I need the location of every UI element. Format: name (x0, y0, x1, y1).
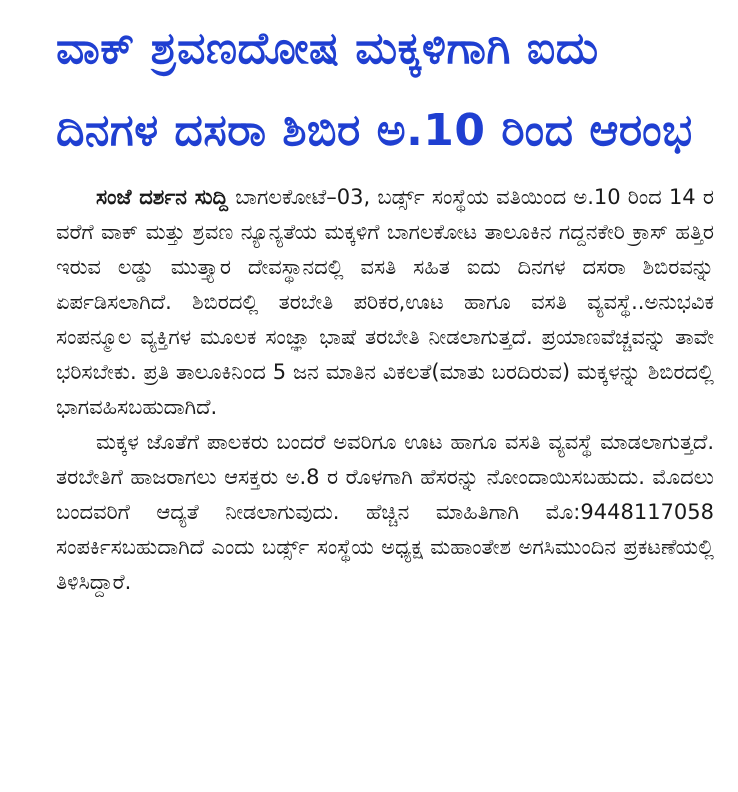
headline (56, 0, 714, 172)
headline-line-1: ವಾಕ್ ಶ್ರವಣದೋಷ ಮಕ್ಕಳಿಗಾಗಿ ಐದು (56, 23, 599, 74)
paragraph-1 (56, 180, 714, 425)
paragraph-2-text: ಮಕ್ಕಳ ಜೊತೆಗೆ ಪಾಲಕರು ಬಂದರೆ ಅವರಿಗೂ ಊಟ ಹಾಗೂ ವಸತಿ ವ್ಯವಸ್ಥೆ ಮಾಡಲಾಗುತ್ತದೆ. ತರಬೇತಿಗೆ ಹಾಜರಾಗಲು ಆಸಕ್ತರು ಅ.8 ರ ರೊಳಗಾಗಿ ಹೆಸರನ್ನು ನೋಂದಾಯಿಸಬಹುದು. ಮೊದಲು ಬಂದವರಿಗೆ ಆದ್ಯತೆ ನೀಡಲಾಗುವುದು. ಹೆಚ್ಚಿನ ಮಾಹಿತಿಗಾಗಿ ಮೊ:9448117058 ಸಂಪರ್ಕಿಸಬಹುದಾಗಿದೆ ಎಂದು ಬರ್ಡ್ಸ್ ಸಂಸ್ಥೆಯ ಅಧ್ಯಕ್ಷ ಮಹಾಂತೇಶ ಅಗಸಿಮುಂದಿನ ಪ್ರಕಟಣೆಯಲ್ಲಿ ತಿಳಿಸಿದ್ದಾರೆ. (56, 430, 714, 594)
headline-line-2: ದಿನಗಳ ದಸರಾ ಶಿಬಿರ ಅ.10 ರಿಂದ ಆರಂಭ (56, 105, 693, 156)
article-body (56, 180, 714, 600)
byline: ಸಂಜೆ ದರ್ಶನ ಸುದ್ದಿ (96, 185, 229, 209)
paragraph-1-text: ಬಾಗಲಕೋಟೆ–03, ಬರ್ಡ್ಸ್ ಸಂಸ್ಥೆಯ ವತಿಯಿಂದ ಅ.10 ರಿಂದ 14 ರ ವರೆಗೆ ವಾಕ್ ಮತ್ತು ಶ್ರವಣ ನ್ಯೂನ್ಯತೆಯ ಮಕ್ಕಳಿಗೆ ಬಾಗಲಕೋಟ ತಾಲೂಕಿನ ಗದ್ದನಕೇರಿ ಕ್ರಾಸ್ ಹತ್ತಿರ ಇರುವ ಲಡ್ಡು ಮುತ್ತ್ಯಾರ ದೇವಸ್ಥಾನದಲ್ಲಿ ವಸತಿ ಸಹಿತ ಐದು ದಿನಗಳ ದಸರಾ ಶಿಬಿರವನ್ನು ಏರ್ಪಡಿಸಲಾಗಿದೆ. ಶಿಬಿರದಲ್ಲಿ ತರಬೇತಿ ಪರಿಕರ,ಊಟ ಹಾಗೂ ವಸತಿ ವ್ಯವಸ್ಥೆ..ಅನುಭವಿಕ ಸಂಪನ್ಮೂಲ ವ್ಯಕ್ತಿಗಳ ಮೂಲಕ ಸಂಜ್ಞಾ ಭಾಷೆ ತರಬೇತಿ ನೀಡಲಾಗುತ್ತದೆ. ಪ್ರಯಾಣವೆಚ್ಚವನ್ನು ತಾವೇ ಭರಿಸಬೇಕು. ಪ್ರತಿ ತಾಲೂಕಿನಿಂದ 5 ಜನ ಮಾತಿನ ವಿಕಲತೆ(ಮಾತು ಬರದಿರುವ) ಮಕ್ಕಳನ್ನು ಶಿಬಿರದಲ್ಲಿ ಭಾಗವಹಿಸಬಹುದಾಗಿದೆ. (56, 185, 714, 419)
paragraph-2 (56, 425, 714, 600)
